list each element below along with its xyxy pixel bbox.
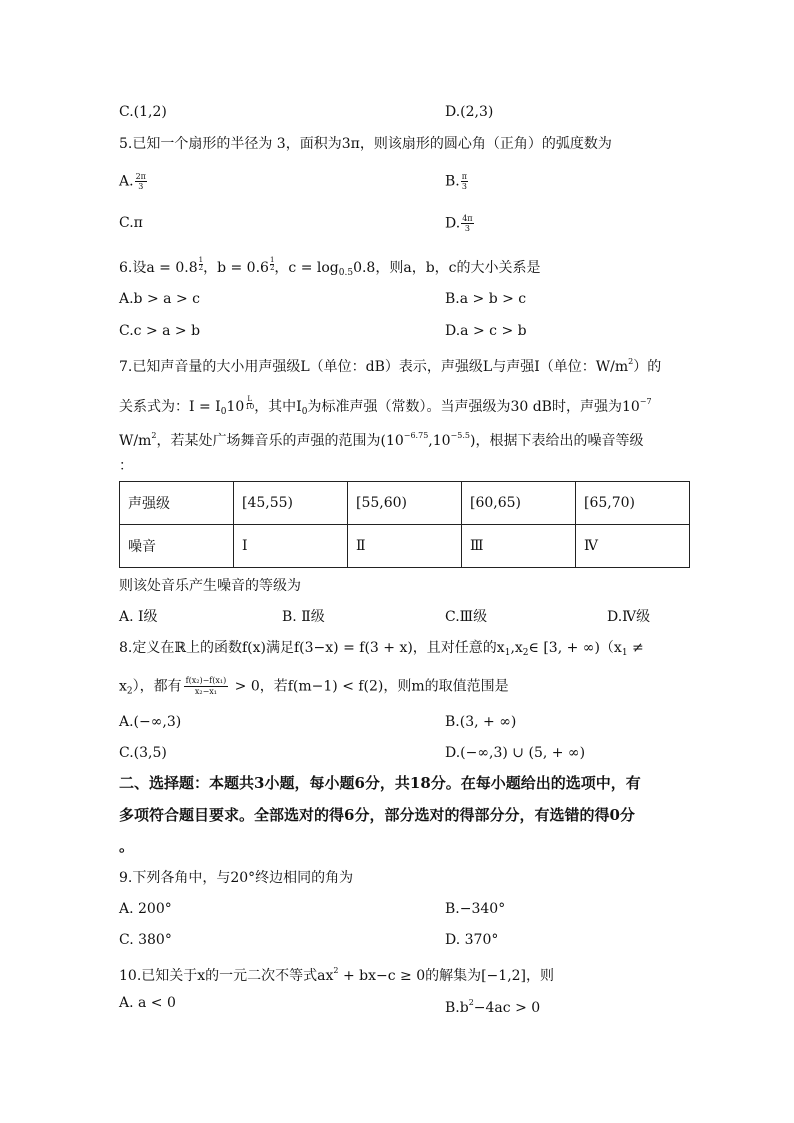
q8-option-d: D.(−∞,3) ∪ (5, + ∞) <box>445 745 586 761</box>
q7-line2: 关系式为：$I = I_010$ $\frac{L}{10}$ ，其中$I_0$为标准声强（常数）。当声强级为30 dB时，声强为$10^{-7}$ <box>119 395 652 417</box>
q5-stem: 5.已知一个扇形的半径为 3，面积为3π，则该扇形的圆心角（正角）的弧度数为 <box>119 136 612 152</box>
q9-option-a: A. 200° <box>119 901 172 917</box>
section2-heading-line1: 二、选择题：本题共3小题，每小题6分，共18分。在每小题给出的选项中，有 <box>119 774 641 792</box>
q7-option-b: B. Ⅱ级 <box>282 609 325 625</box>
q7-line3: $W/m^2$，若某处广场舞音乐的声强的范围为$(10^{-6.75},10^{-5.5})$，根据下表给出的噪音等级 <box>119 431 644 449</box>
table-cell: [60,65) <box>462 482 576 525</box>
q6-option-d: D.a > c > b <box>445 323 527 339</box>
table-cell: Ⅳ <box>576 525 690 568</box>
q5-option-d: D. $\frac{4\pi}{3}$ <box>445 214 473 233</box>
q5-option-b: B. $\frac{\pi}{3}$ <box>445 172 468 191</box>
q10-option-a: A. a < 0 <box>119 995 176 1011</box>
section2-heading-line2: 多项符合题目要求。全部选对的得6分，部分选对的得部分分，有选错的得0分 <box>119 806 635 824</box>
q6-stem: 6.设a = 0.8 $\frac{1}{2}$ ，b = 0.6 $\frac{1}{2}$ ，$c = \log_{0.5}0.8$，则a，b，c的大小关系是 <box>119 256 541 278</box>
q8-line1: 8.定义在ℝ上的函数f(x)满足f(3−x) = f(3 + x)，且对任意的$x_1,x_2\in$ [3, + $\infty)(x_1$ ≠ <box>119 640 644 658</box>
table-cell: [45,55) <box>234 482 348 525</box>
q6-option-a: A.b > a > c <box>119 291 200 307</box>
q4-option-d: D.(2,3) <box>445 104 494 120</box>
q9-option-d: D. 370° <box>445 932 499 948</box>
q9-option-b: B.−340° <box>445 901 506 917</box>
table-cell: [55,60) <box>348 482 462 525</box>
table-cell: Ⅲ <box>462 525 576 568</box>
q9-stem: 9.下列各角中，与20°终边相同的角为 <box>119 870 354 886</box>
table-header-row <box>120 482 690 525</box>
q6-option-c: C.c > a > b <box>119 323 201 339</box>
table-cell: 声强级 <box>120 482 234 525</box>
q7-after-table: 则该处音乐产生噪音的等级为 <box>119 578 301 594</box>
q7-option-a: A. Ⅰ级 <box>119 609 158 625</box>
q10-stem: 10.已知关于x的一元二次不等式$ax^2 + bx-c \ge 0$的解集为[−1,2]，则 <box>119 966 555 984</box>
q8-line2: $x_2$），都有 $\frac{\text{f(x₂)−f(x₁)}}{\text{x₂−x₁}}$ > 0，若f(m−1) < f(2)，则m的取值范围是 <box>119 676 509 697</box>
q8-option-c: C.(3,5) <box>119 745 167 761</box>
q4-option-c: C.(1,2) <box>119 104 167 120</box>
q7-line1: 7.已知声音量的大小用声强级L（单位：dB）表示，声强级L与声强I（单位：$W/m^2$）的 <box>119 357 662 375</box>
q10-option-b: $B.b^2-4ac > 0$ <box>445 998 541 1016</box>
q6-option-b: B.a > b > c <box>445 291 527 307</box>
q5-option-a: A. $\frac{2\pi}{3}$ <box>119 172 146 191</box>
table-row <box>120 525 690 568</box>
q7-option-c: C.Ⅲ级 <box>445 609 488 625</box>
section2-heading-line3: 。 <box>119 837 135 855</box>
q8-option-a: A.(−∞,3) <box>119 714 182 730</box>
q7-line4: ： <box>119 458 133 474</box>
table-cell: Ⅱ <box>348 525 462 568</box>
q5-option-c: C.π <box>119 215 143 231</box>
table-cell: Ⅰ <box>234 525 348 568</box>
table-cell: 噪音 <box>120 525 234 568</box>
q7-option-d: D.Ⅳ级 <box>607 609 651 625</box>
q8-option-b: B.(3, + ∞) <box>445 714 517 730</box>
table-cell: [65,70) <box>576 482 690 525</box>
noise-level-table <box>119 481 690 568</box>
q9-option-c: C. 380° <box>119 932 172 948</box>
